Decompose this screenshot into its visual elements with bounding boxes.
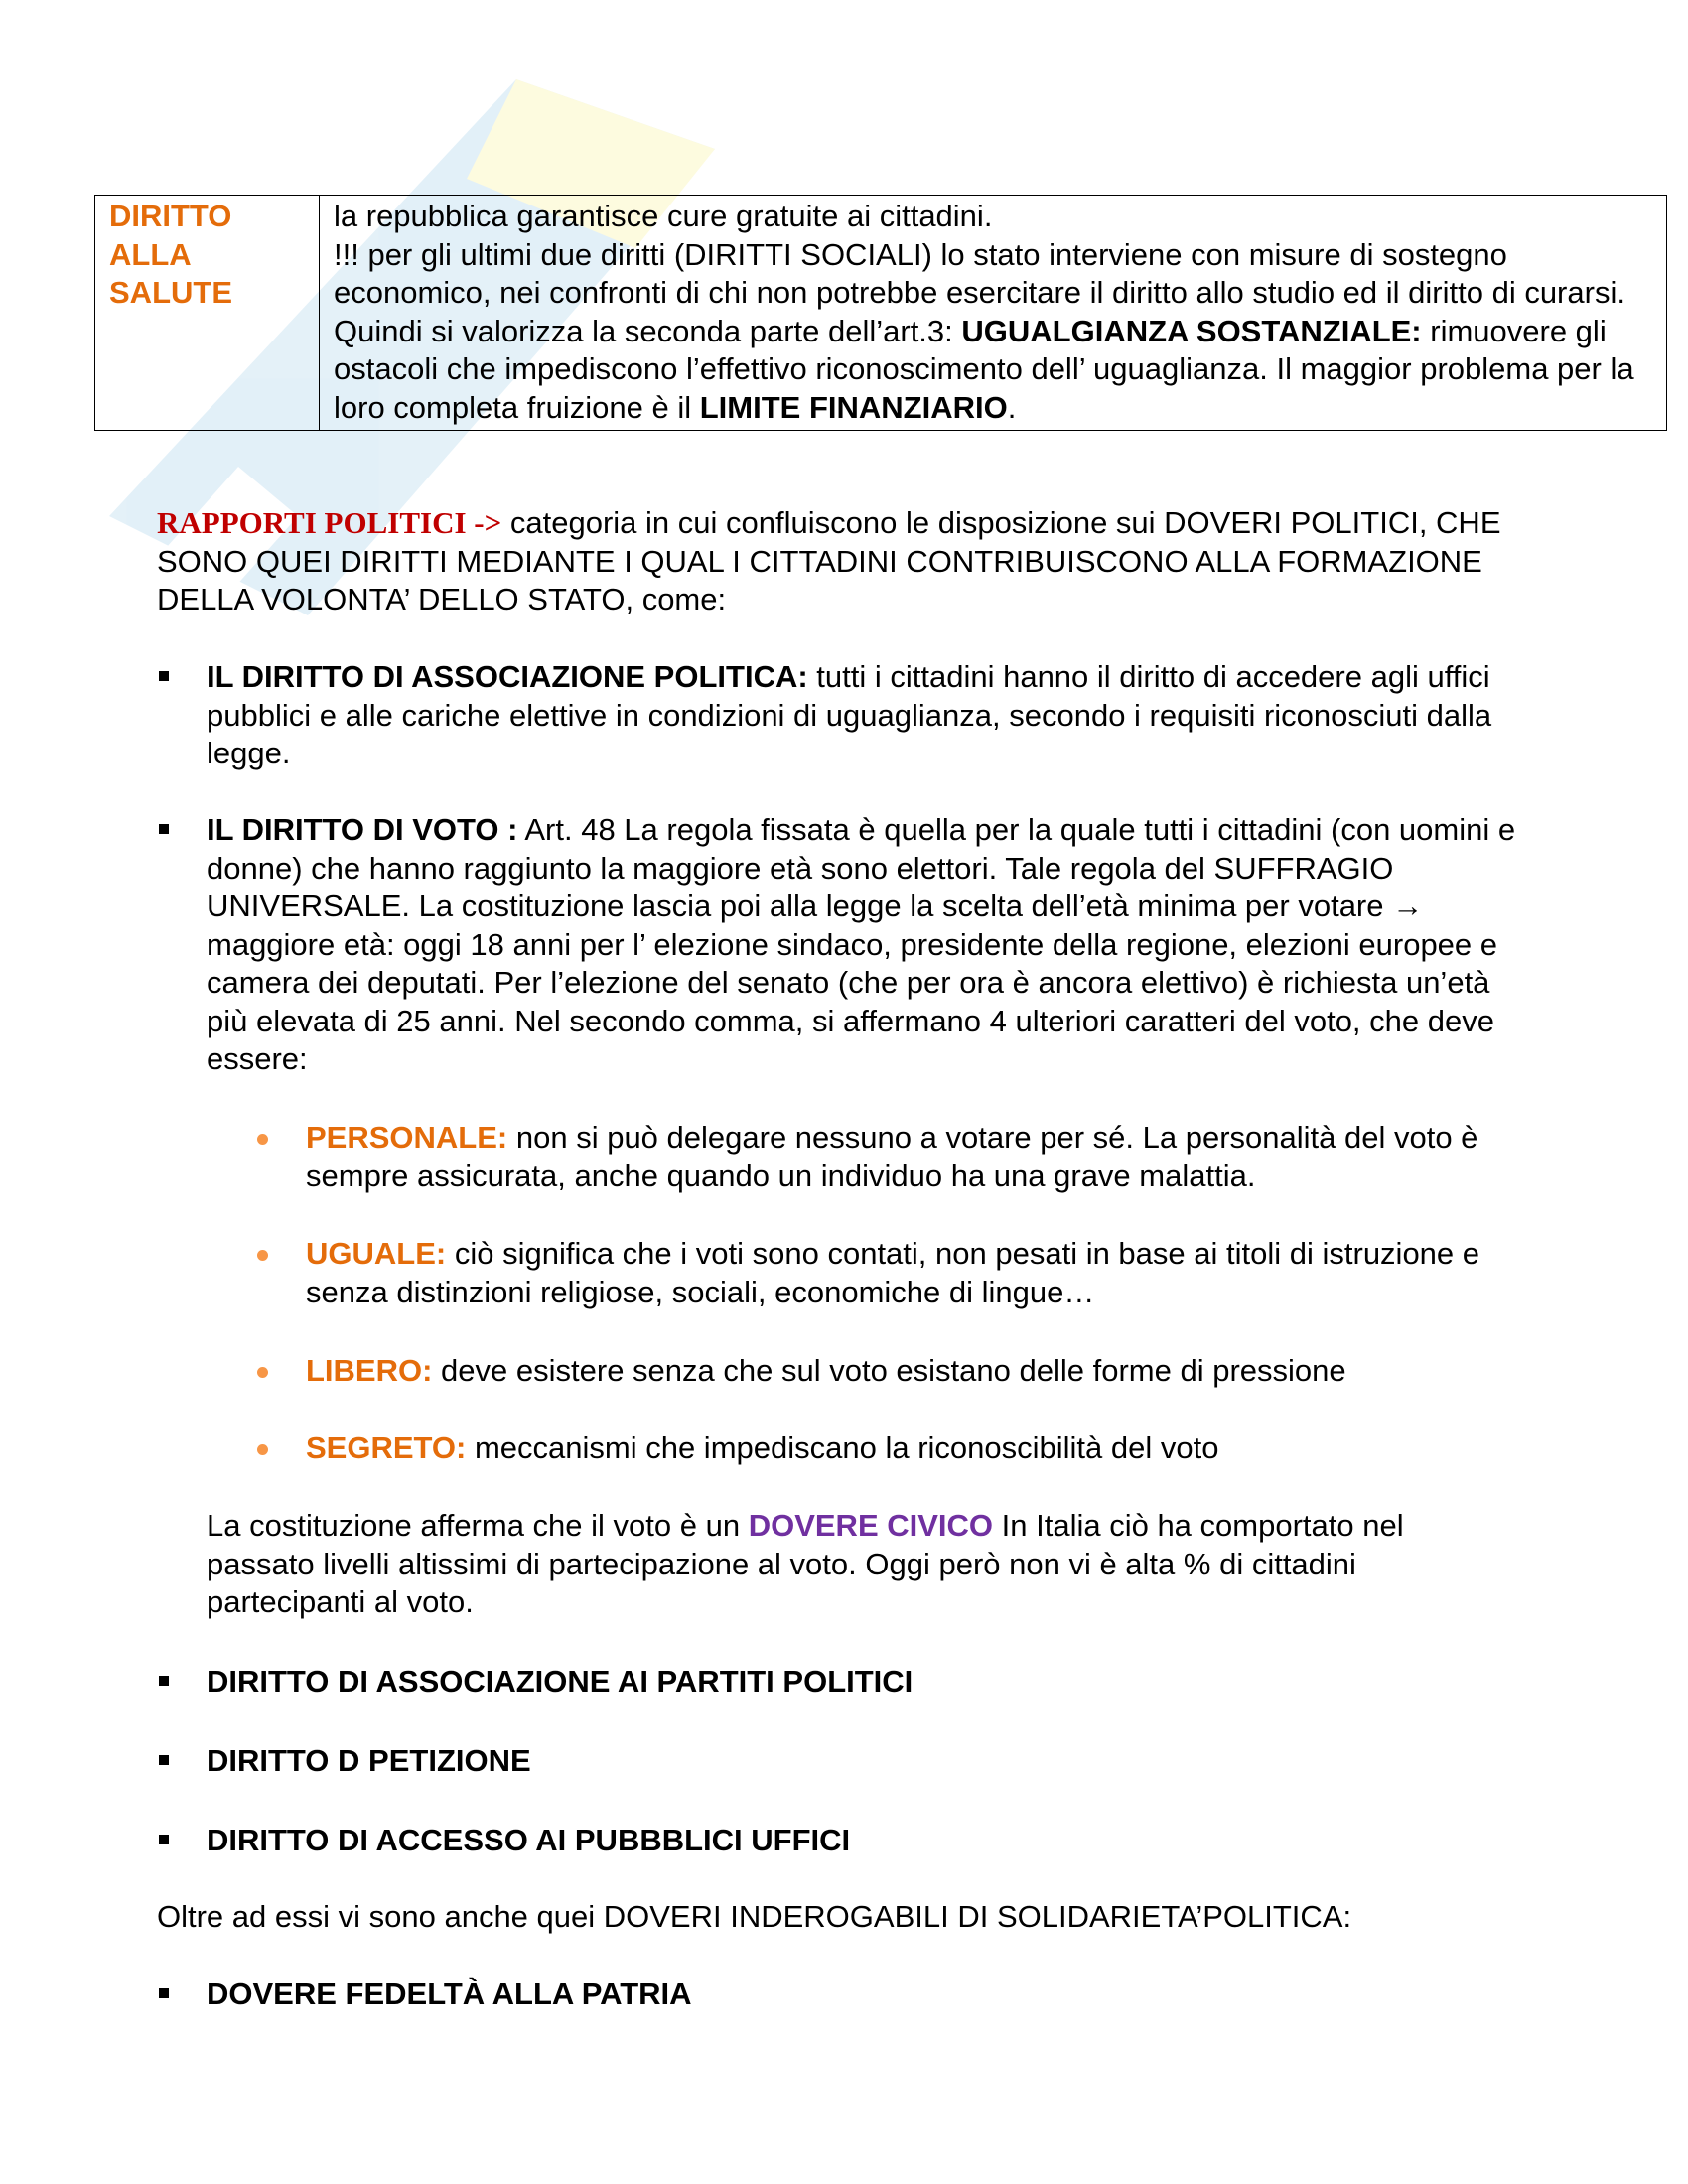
table-line-1: la repubblica garantisce cure gratuite ai cittadini. (334, 199, 993, 233)
table-line-2: !!! per gli ultimi due diritti (DIRITTI SOCIALI) lo stato interviene con misure di sostegno economico, nei confronti di chi non potrebbe esercitare il diritto allo studio ed il diritto di curarsi. Quindi si valorizza la seconda parte dell’art.3: UGUALGIANZA SOSTANZIALE: rimuovere gli ostacoli che impediscono l’effettivo riconoscimento dell’ uguaglianza. Il maggior problema per la loro completa fruizione è il LIMITE FINANZIARIO. (334, 236, 1634, 425)
diritto-salute-table (94, 195, 1667, 431)
square-bullet-icon (159, 671, 169, 681)
table-label: DIRITTO ALLA SALUTE (109, 199, 232, 310)
round-bullet-icon (257, 1250, 268, 1261)
square-bullet-icon (159, 1676, 169, 1686)
round-bullet-icon (257, 1444, 268, 1455)
list-item-partiti-politici: DIRITTO DI ASSOCIAZIONE AI PARTITI POLITICI (207, 1664, 914, 1699)
list-item-libero: LIBERO: deve esistere senza che sul voto esistano delle forme di pressione (306, 1353, 1346, 1388)
dovere-civico-paragraph: La costituzione afferma che il voto è un DOVERE CIVICO In Italia ciò ha comportato nel passato livelli altissimi di partecipazione al voto. Oggi però non vi è alta % di cittadini partecipanti al voto. (207, 1508, 1404, 1619)
round-bullet-icon (257, 1367, 268, 1378)
list-item-personale: PERSONALE: non si può delegare nessuno a votare per sé. La personalità del voto è sempre assicurata, anche quando un individuo ha una grave malattia. (306, 1120, 1478, 1193)
list-item-associazione-politica: IL DIRITTO DI ASSOCIAZIONE POLITICA: tutti i cittadini hanno il diritto di accedere agli uffici pubblici e alle cariche elettive in condizioni di uguaglianza, secondo i requisiti riconosciuti dalla legge. (207, 659, 1492, 770)
list-item-segreto: SEGRETO: meccanismi che impediscano la riconoscibilità del voto (306, 1431, 1219, 1465)
list-item-accesso-uffici: DIRITTO DI ACCESSO AI PUBBBLICI UFFICI (207, 1823, 851, 1857)
list-item-petizione: DIRITTO D PETIZIONE (207, 1743, 531, 1778)
square-bullet-icon (159, 1988, 169, 1998)
list-item-diritto-voto: IL DIRITTO DI VOTO : Art. 48 La regola fissata è quella per la quale tutti i cittadini (con uomini e donne) che hanno raggiunto la maggiore età sono elettori. Tale regola del SUFFRAGIO UNIVERSALE. La costituzione lascia poi alla legge la scelta dell’età minima per votare → maggiore età: oggi 18 anni per l’ elezione sindaco, presidente della regione, elezioni europee e camera dei deputati. Per l’elezione del senato (che per ora è ancora elettivo) è richiesta un’età più elevata di 25 anni. Nel secondo comma, si affermano 4 ulteriori caratteri del voto, che deve essere: (207, 812, 1516, 1076)
round-bullet-icon (257, 1134, 268, 1145)
list-item-uguale: UGUALE: ciò significa che i voti sono contati, non pesati in base ai titoli di istruzione e senza distinzioni religiose, sociali, economiche di lingue… (306, 1236, 1480, 1309)
list-item-fedelta-patria: DOVERE FEDELTÀ ALLA PATRIA (207, 1977, 692, 2011)
square-bullet-icon (159, 1835, 169, 1844)
table-label-cell (95, 196, 320, 431)
square-bullet-icon (159, 1755, 169, 1765)
rapporti-politici-intro: RAPPORTI POLITICI -> categoria in cui confluiscono le disposizione sui DOVERI POLITICI, CHE SONO QUEI DIRITTI MEDIANTE I QUAL I CITTADINI CONTRIBUISCONO ALLA FORMAZIONE DELLA VOLONTA’ DELLO STATO, come: (157, 505, 1501, 616)
solidarieta-intro: Oltre ad essi vi sono anche quei DOVERI INDEROGABILI DI SOLIDARIETA’POLITICA: (157, 1899, 1352, 1934)
arrow-icon: → (1392, 888, 1424, 923)
table-text-cell (320, 196, 1667, 431)
square-bullet-icon (159, 824, 169, 834)
rapporti-politici-heading: RAPPORTI POLITICI -> (157, 505, 502, 540)
